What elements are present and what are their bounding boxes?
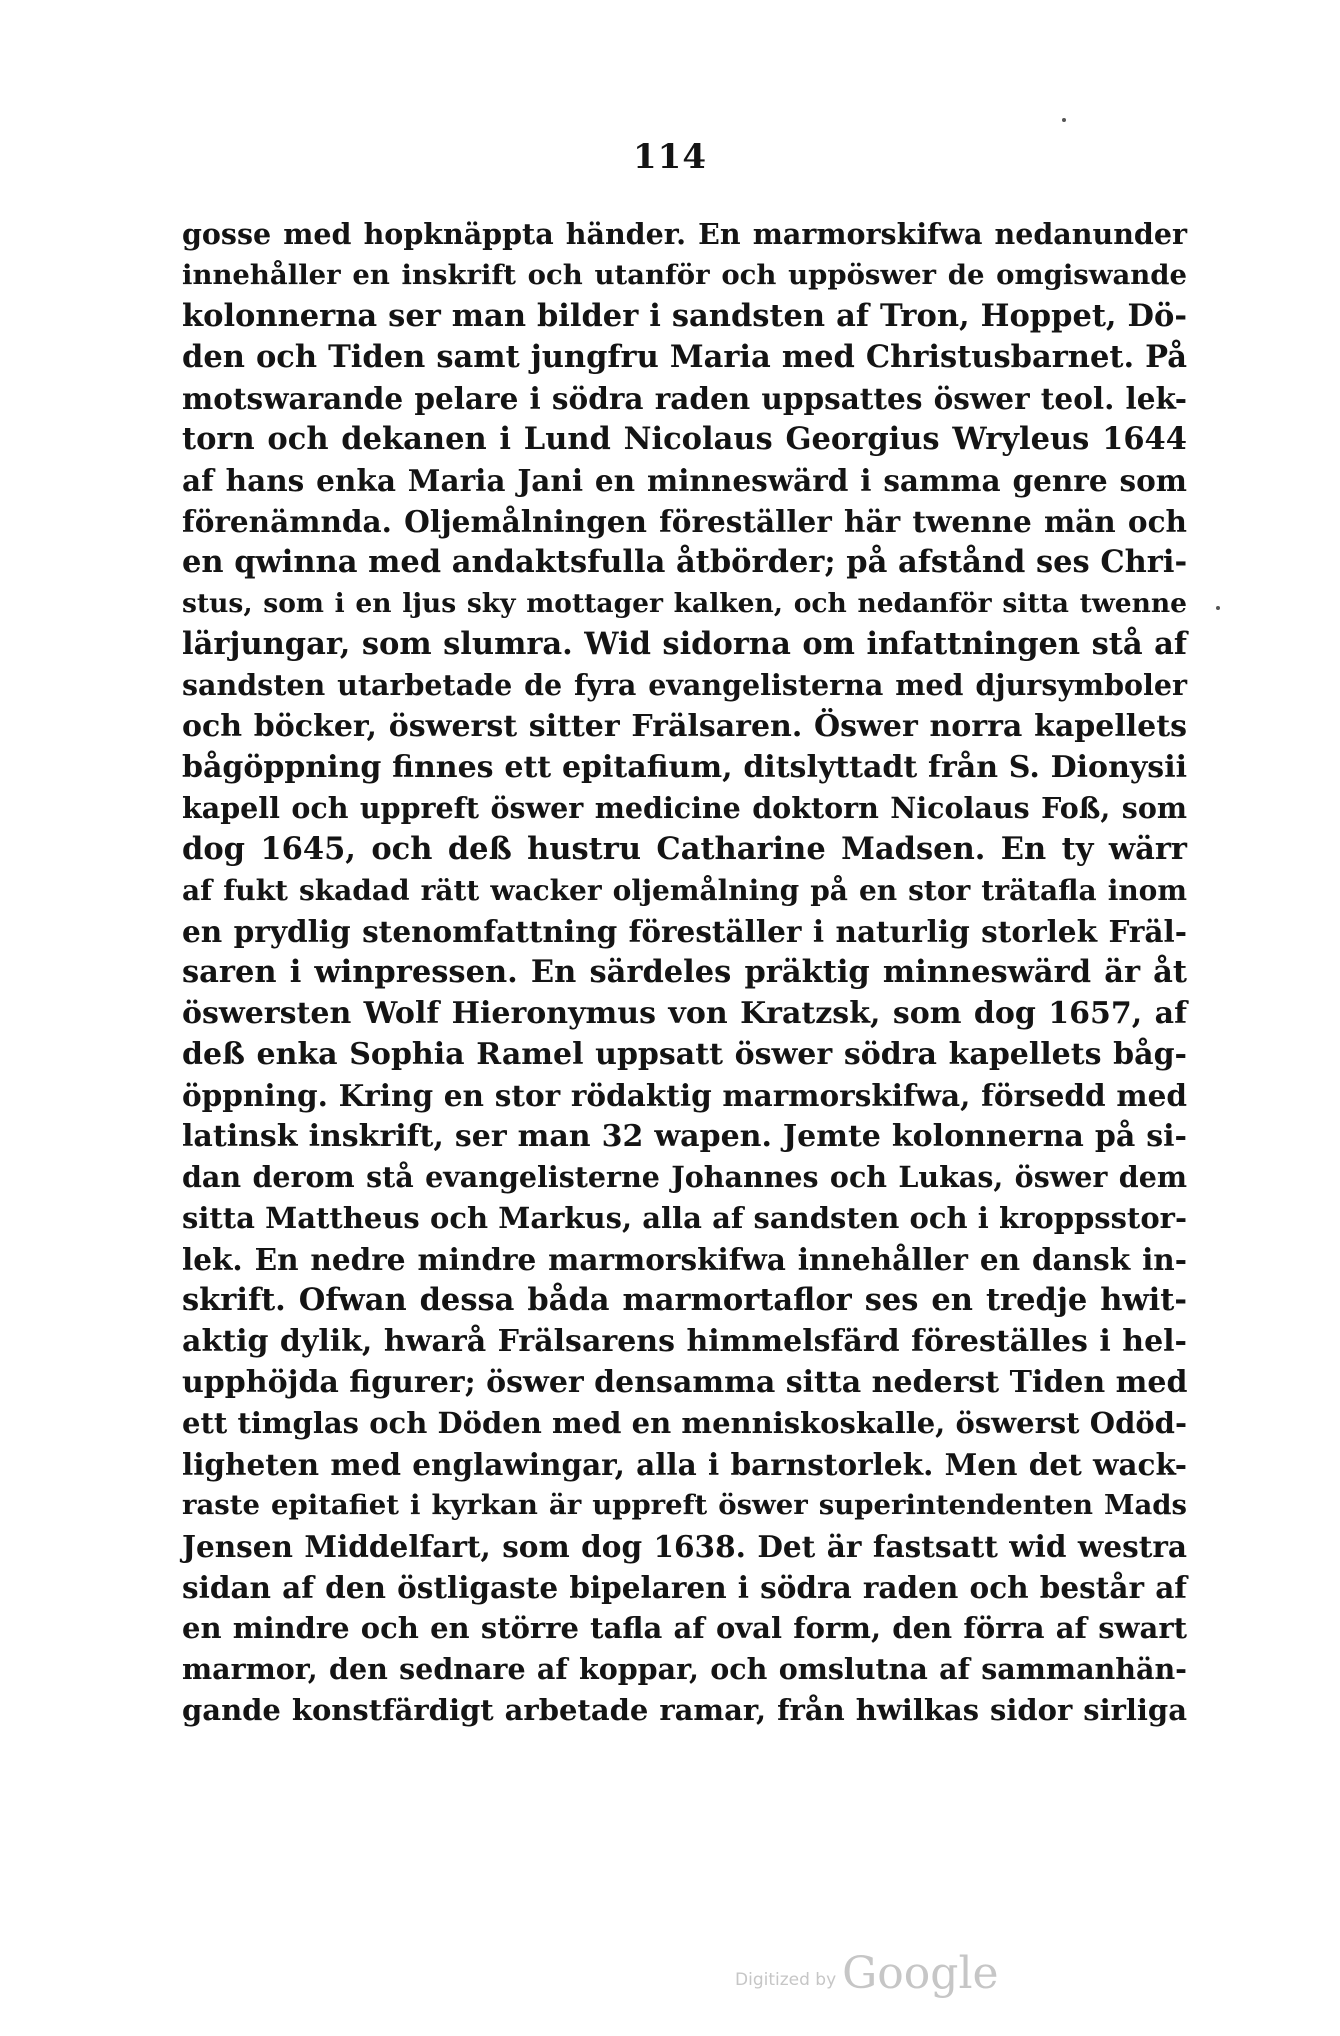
text-line: saren i winpressen. En särdeles präktig minneswärd är åt <box>182 954 1187 990</box>
text-line: en qwinna med andaktsfulla åtbörder; på afstånd ses Chri- <box>182 544 1188 580</box>
print-speck <box>1062 118 1066 122</box>
digitized-by-google-watermark <box>735 1942 999 2002</box>
print-speck <box>1216 606 1220 610</box>
text-line: aktig dylik, hwarå Frälsarens himmelsfärd föreställes i hel- <box>182 1324 1187 1359</box>
page-number: 114 <box>633 137 707 177</box>
text-line: af hans enka Maria Jani en minneswärd i samma genre som <box>182 463 1187 498</box>
text-line: latinsk inskrift, ser man 32 wapen. Jemte kolonnerna på si- <box>182 1119 1187 1154</box>
text-line: upphöjda figurer; öswer densamma sitta nederst Tiden med <box>182 1365 1188 1400</box>
text-line: af fukt skadad rätt wacker oljemålning på en stor trätafla inom <box>182 874 1187 907</box>
text-line: dog 1645, och deß hustru Catharine Madsen. En ty wärr <box>182 831 1187 867</box>
text-line: innehåller en inskrift och utanför och uppöswer de omgiswande <box>182 259 1187 291</box>
text-line: ligheten med englawingar, alla i barnstorlek. Men det wack- <box>182 1447 1187 1482</box>
text-line: gande konstfärdigt arbetade ramar, från hwilkas sidor sirliga <box>182 1693 1187 1727</box>
text-line: kapell och uppreft öswer medicine doktorn Nicolaus Foß, som <box>182 791 1187 825</box>
text-line: öppning. Kring en stor rödaktig marmorskifwa, försedd med <box>182 1078 1187 1113</box>
text-line: förenämnda. Oljemålningen föreställer här twenne män och <box>182 504 1187 539</box>
text-line: lärjungar, som slumra. Wid sidorna om infattningen stå af <box>182 626 1187 662</box>
text-line: bågöppning finnes ett epitafium, ditslyttadt från S. Dionysii <box>182 750 1187 785</box>
text-line: Jensen Middelfart, som dog 1638. Det är fastsatt wid westra <box>182 1529 1187 1564</box>
text-line: och böcker, öswerst sitter Frälsaren. Öswer norra kapellets <box>182 709 1187 744</box>
text-line: öswersten Wolf Hieronymus von Kratzsk, som dog 1657, af <box>182 996 1187 1031</box>
watermark-prefix: Digitized by <box>735 1970 837 1990</box>
text-line: marmor, den sednare af koppar, och omslutna af sammanhän- <box>182 1652 1187 1686</box>
text-line: dan derom stå evangelisterne Johannes och Lukas, öswer dem <box>182 1160 1187 1194</box>
text-line: sandsten utarbetade de fyra evangelisterna med djursymboler <box>182 668 1187 702</box>
text-line: ett timglas och Döden med en menniskoskalle, öswerst Odöd- <box>182 1406 1187 1440</box>
text-line: kolonnerna ser man bilder i sandsten af Tron, Hoppet, Dö- <box>182 298 1187 334</box>
text-line: sidan af den östligaste bipelaren i södra raden och består af <box>182 1570 1187 1605</box>
text-line: lek. En nedre mindre marmorskifwa innehåller en dansk in- <box>182 1242 1187 1277</box>
text-line: en prydlig stenomfattning föreställer i naturlig storlek Fräl- <box>182 914 1187 949</box>
body-text <box>182 214 1187 1731</box>
text-line: raste epitafiet i kyrkan är uppreft öswer superintendenten Mads <box>182 1489 1187 1521</box>
text-line: skrift. Ofwan dessa båda marmortaflor ses en tredje hwit- <box>182 1282 1187 1318</box>
text-line: torn och dekanen i Lund Nicolaus Georgius Wryleus 1644 <box>182 421 1187 457</box>
text-line: den och Tiden samt jungfru Maria med Christusbarnet. På <box>182 339 1187 375</box>
text-line: gosse med hopknäppta händer. En marmorskifwa nedanunder <box>182 217 1187 251</box>
google-logo: Google <box>842 1948 999 1999</box>
text-line: deß enka Sophia Ramel uppsatt öswer södra kapellets båg- <box>182 1037 1187 1072</box>
text-line: sitta Mattheus och Markus, alla af sandsten och i kroppsstor- <box>182 1201 1187 1235</box>
text-line: stus, som i en ljus sky mottager kalken, och nedanför sitta twenne <box>182 588 1187 619</box>
text-line: motswarande pelare i södra raden uppsattes öswer teol. lek- <box>182 381 1187 416</box>
text-line: en mindre och en större tafla af oval form, den förra af swart <box>182 1611 1187 1645</box>
